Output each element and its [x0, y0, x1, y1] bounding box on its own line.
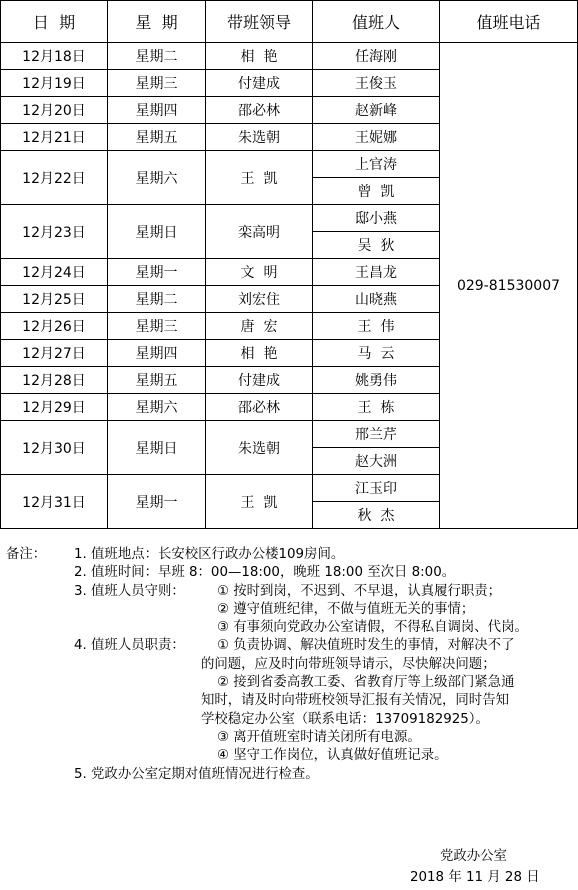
cell-staff: 吴 狄: [313, 232, 440, 259]
cell-staff: 邸小燕: [313, 205, 440, 232]
table-body: [1, 43, 578, 529]
cell-date: 12月23日: [1, 205, 108, 259]
cell-staff: 山晓燕: [313, 286, 440, 313]
cell-leader: 邵必林: [206, 394, 313, 421]
note-item-3-2: ② 遵守值班纪律，不做与值班无关的事情；: [217, 601, 475, 617]
cell-staff: 王 栋: [313, 394, 440, 421]
cell-date: 12月28日: [1, 367, 108, 394]
cell-date: 12月24日: [1, 259, 108, 286]
note-item-3-label: 3. 值班人员守则：: [74, 583, 185, 599]
signature-office: 党政办公室: [440, 849, 507, 864]
header-phone: 值班电话: [440, 1, 578, 43]
cell-leader: 栾高明: [206, 205, 313, 259]
cell-staff: 赵新峰: [313, 97, 440, 124]
cell-weekday: 星期五: [108, 124, 206, 151]
cell-date: 12月27日: [1, 340, 108, 367]
header-staff: 值班人: [313, 1, 440, 43]
cell-weekday: 星期四: [108, 340, 206, 367]
cell-date: 12月22日: [1, 151, 108, 205]
cell-date: 12月30日: [1, 421, 108, 475]
note-item-3-3: ③ 有事须向党政办公室请假，不得私自调岗、代岗。: [217, 620, 528, 636]
note-item-4-1b: 的问题，应及时向带班领导请示，尽快解决问题；: [201, 656, 496, 672]
cell-staff: 曾 凯: [313, 178, 440, 205]
cell-staff: 邢兰芹: [313, 421, 440, 448]
notes-section: [0, 546, 578, 784]
cell-weekday: 星期一: [108, 475, 206, 529]
table-row: [1, 43, 578, 70]
note-item-4-2c: 学校稳定办公室（联系电话：13709182925）。: [201, 711, 489, 727]
cell-staff: 姚勇伟: [313, 367, 440, 394]
note-item-1: 1. 值班地点：长安校区行政办公楼109房间。: [74, 547, 345, 562]
cell-date: 12月20日: [1, 97, 108, 124]
cell-date: 12月18日: [1, 43, 108, 70]
cell-weekday: 星期三: [108, 313, 206, 340]
cell-weekday: 星期日: [108, 421, 206, 475]
cell-weekday: 星期三: [108, 70, 206, 97]
note-item-4-2b: 知时，请及时向带班校领导汇报有关情况，同时告知: [201, 693, 509, 709]
cell-weekday: 星期六: [108, 151, 206, 205]
table-header-row: [1, 1, 578, 43]
cell-staff: 秋 杰: [313, 502, 440, 529]
cell-weekday: 星期二: [108, 286, 206, 313]
cell-weekday: 星期一: [108, 259, 206, 286]
cell-leader: 相 艳: [206, 340, 313, 367]
header-date: 日 期: [1, 1, 108, 43]
cell-leader: 朱选朝: [206, 124, 313, 151]
cell-date: 12月31日: [1, 475, 108, 529]
cell-leader: 王 凯: [206, 475, 313, 529]
cell-leader: 付建成: [206, 70, 313, 97]
cell-leader: 朱选朝: [206, 421, 313, 475]
cell-weekday: 星期二: [108, 43, 206, 70]
cell-weekday: 星期六: [108, 394, 206, 421]
cell-leader: 文 明: [206, 259, 313, 286]
header-leader: 带班领导: [206, 1, 313, 43]
note-item-4-2a: ② 接到省委高教工委、省教育厅等上级部门紧急通: [217, 675, 515, 691]
note-item-4-1a: ① 负责协调、解决值班时发生的事情，对解决不了: [217, 638, 515, 654]
cell-staff: 马 云: [313, 340, 440, 367]
cell-date: 12月29日: [1, 394, 108, 421]
cell-leader: 邵必林: [206, 97, 313, 124]
cell-weekday: 星期五: [108, 367, 206, 394]
cell-leader: 王 凯: [206, 151, 313, 205]
note-item-4-label: 4. 值班人员职责：: [74, 638, 185, 654]
cell-date: 12月26日: [1, 313, 108, 340]
header-weekday: 星 期: [108, 1, 206, 43]
cell-date: 12月19日: [1, 70, 108, 97]
cell-staff: 王妮娜: [313, 124, 440, 151]
cell-staff: 任海刚: [313, 43, 440, 70]
cell-staff: 赵大洲: [313, 448, 440, 475]
cell-staff: 王昌龙: [313, 259, 440, 286]
cell-date: 12月21日: [1, 124, 108, 151]
notes-label: 备注：: [6, 547, 47, 562]
cell-date: 12月25日: [1, 286, 108, 313]
cell-weekday: 星期日: [108, 205, 206, 259]
cell-leader: 相 艳: [206, 43, 313, 70]
note-item-3-1: ① 按时到岗，不迟到、不早退，认真履行职责；: [217, 583, 502, 599]
note-item-5: 5. 党政办公室定期对值班情况进行检查。: [74, 766, 319, 782]
cell-staff: 王俊玉: [313, 70, 440, 97]
cell-leader: 刘宏住: [206, 286, 313, 313]
signature-date: 2018 年 11 月 28 日: [410, 870, 540, 885]
note-item-4-4: ④ 坚守工作岗位，认真做好值班记录。: [217, 748, 448, 764]
cell-phone: 029-81530007: [440, 43, 578, 529]
cell-leader: 唐 宏: [206, 313, 313, 340]
note-item-2: 2. 值班时间：早班 8：00—18:00，晚班 18:00 至次日 8:00。: [74, 565, 456, 581]
cell-weekday: 星期四: [108, 97, 206, 124]
note-item-4-3: ③ 离开值班室时请关闭所有电源。: [217, 729, 421, 745]
cell-staff: 上官涛: [313, 151, 440, 178]
cell-leader: 付建成: [206, 367, 313, 394]
cell-staff: 江玉印: [313, 475, 440, 502]
cell-staff: 王 伟: [313, 313, 440, 340]
